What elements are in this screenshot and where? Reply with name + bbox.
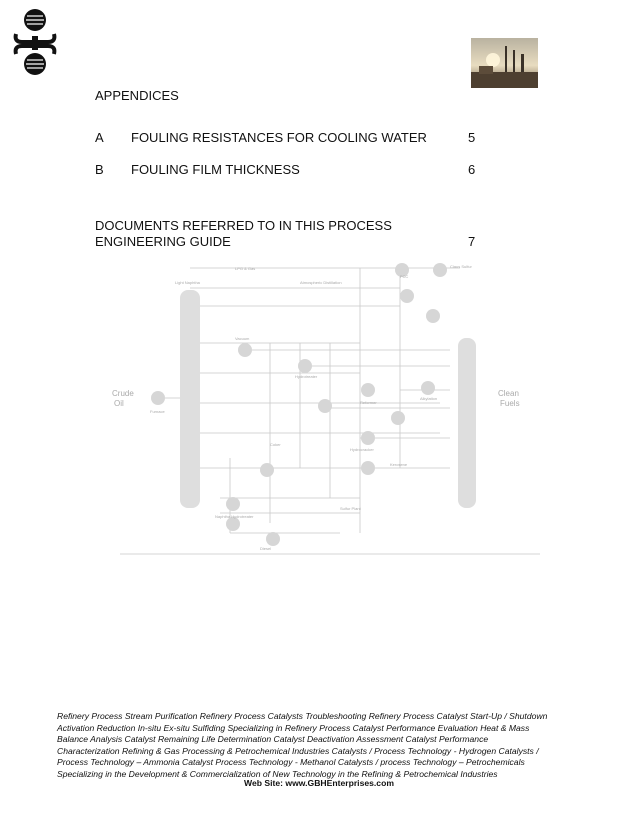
unit-label: FCC — [400, 274, 409, 279]
unit-label: Coker — [270, 442, 281, 447]
documents-line-2: ENGINEERING GUIDE — [95, 234, 231, 249]
unit-label: Kerosene — [390, 462, 408, 467]
footer-services-text — [57, 711, 577, 780]
unit-label: Alkylation — [420, 396, 438, 401]
unit-label: Atmospheric Distillation — [300, 280, 342, 285]
fuels-label: Fuels — [500, 399, 520, 408]
unit-label: Vacuum — [235, 336, 250, 341]
footer-line: Balance Analysis Catalyst Remaining Life Determination Catalyst Deactivation Assessment Catalyst Performance — [57, 734, 489, 744]
footer-line: Process Technology – Ammonia Catalyst Process Technology - Methanol Catalysts / process Technology – Petrochemicals — [57, 757, 525, 767]
documents-page: 7 — [468, 234, 476, 249]
appendix-title: FOULING FILM THICKNESS — [131, 162, 300, 177]
appendix-page: 6 — [468, 162, 476, 177]
unit-label: Furnace — [150, 409, 165, 414]
documents-referred-heading — [95, 218, 425, 250]
company-logo — [12, 6, 58, 78]
footer-line: Specializing in the Development & Commercialization of New Technology in the Refining & Petrochemical Industries — [57, 768, 498, 779]
clean-label: Clean — [498, 389, 519, 398]
appendix-title: FOULING RESISTANCES FOR COOLING WATER — [131, 130, 427, 145]
unit-label: Hydrotreater — [295, 374, 318, 379]
refinery-photo — [471, 38, 538, 88]
website-link[interactable]: Web Site: www.GBHEnterprises.com — [244, 778, 394, 788]
unit-label: Hydrocracker — [350, 447, 374, 452]
footer-line: Activation Reduction In-situ Ex-situ Sulfiding Specializing in Refinery Process Catalyst Performance Evaluation Heat & Mass — [57, 722, 530, 733]
crude-label: Crude — [112, 389, 134, 398]
unit-label: Light Naphtha — [175, 280, 200, 285]
appendices-heading: APPENDICES — [95, 88, 179, 103]
appendix-letter: A — [95, 130, 104, 145]
refinery-flow-diagram — [100, 258, 540, 558]
unit-label: Diesel — [260, 546, 272, 551]
unit-label: Reformer — [360, 400, 377, 405]
unit-label: Claus Sulfur — [450, 264, 472, 269]
oil-label: Oil — [114, 399, 124, 408]
appendix-letter: B — [95, 162, 104, 177]
unit-label: LPG & Gas — [235, 266, 256, 271]
footer-line: Characterization Refining & Gas Processing & Petrochemical Industries Catalysts / Process Technology - Hydrogen Catalysts / — [57, 745, 539, 756]
documents-line-1: DOCUMENTS REFERRED TO IN THIS PROCESS — [95, 218, 392, 233]
footer-line: Refinery Process Stream Purification Refinery Process Catalysts Troubleshooting Refinery Process Catalyst Start-Up / Shutdown — [57, 711, 548, 721]
unit-label: Sulfur Plant — [340, 506, 361, 511]
unit-label: Naphtha Hydrotreater — [215, 514, 254, 519]
appendix-page: 5 — [468, 130, 476, 145]
